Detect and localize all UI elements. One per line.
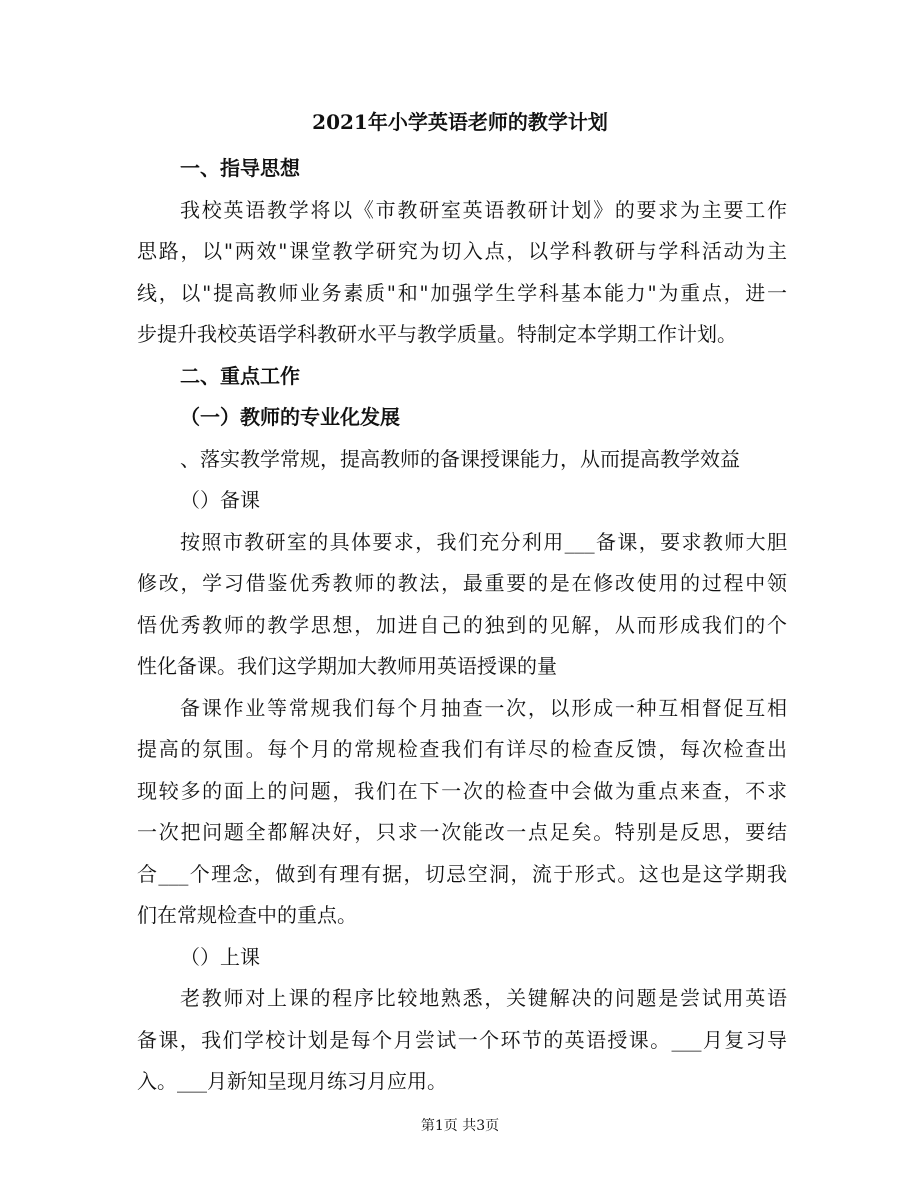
section-heading-guiding-ideology: 一、指导思想 [180, 156, 300, 180]
paragraph-line: 合___个理念，做到有理有据，切忌空洞，流于形式。这也是这学期我 [137, 861, 787, 886]
page-number: 第1页 共3页 [420, 1118, 500, 1134]
paragraph-line: 思路，以"两效"课堂教学研究为切入点，以学科教研与学科活动为主 [137, 239, 787, 263]
subsection-heading-teacher-development: （一）教师的专业化发展 [180, 405, 400, 429]
paragraph-line: 线，以"提高教师业务素质"和"加强学生学科基本能力"为重点，进一 [137, 280, 787, 305]
section-heading-key-work: 二、重点工作 [180, 363, 300, 388]
paragraph-line: 入。___月新知呈现月练习月应用。 [137, 1069, 447, 1093]
paragraph-line: 步提升我校英语学科教研水平与教学质量。特制定本学期工作计划。 [137, 322, 737, 346]
paragraph-line: 我校英语教学将以《市教研室英语教研计划》的要求为主要工作 [180, 197, 787, 222]
paragraph-line: 提高的氛围。每个月的常规检查我们有详尽的检查反馈，每次检查出 [137, 737, 787, 761]
paragraph-line: 修改，学习借鉴优秀教师的教法，最重要的是在修改使用的过程中领 [137, 571, 787, 595]
paragraph-line: 性化备课。我们这学期加大教师用英语授课的量 [137, 654, 557, 678]
document-body [137, 148, 787, 1103]
item-heading-lesson-prep: （）备课 [180, 488, 260, 512]
paragraph-line: 备课作业等常规我们每个月抽查一次，以形成一种互相督促互相 [180, 695, 787, 720]
paragraph-line: 老教师对上课的程序比较地熟悉，关键解决的问题是尝试用英语 [180, 986, 787, 1010]
paragraph-line: 一次把问题全都解决好，只求一次能改一点足矣。特别是反思，要结 [137, 820, 787, 844]
paragraph-line: 、落实教学常规，提高教师的备课授课能力，从而提高教学效益 [180, 446, 740, 471]
paragraph-line: 按照市教研室的具体要求，我们充分利用___备课，要求教师大胆 [180, 529, 787, 554]
item-heading-teaching: （）上课 [180, 944, 260, 969]
paragraph-line: 们在常规检查中的重点。 [137, 903, 357, 927]
paragraph-line: 现较多的面上的问题，我们在下一次的检查中会做为重点来查，不求 [137, 778, 787, 803]
paragraph-line: 备课，我们学校计划是每个月尝试一个环节的英语授课。___月复习导 [137, 1027, 787, 1052]
paragraph-line: 悟优秀教师的教学思想，加进自己的独到的见解，从而形成我们的个 [137, 612, 787, 637]
document-title: 2021年小学英语老师的教学计划 [312, 110, 608, 134]
